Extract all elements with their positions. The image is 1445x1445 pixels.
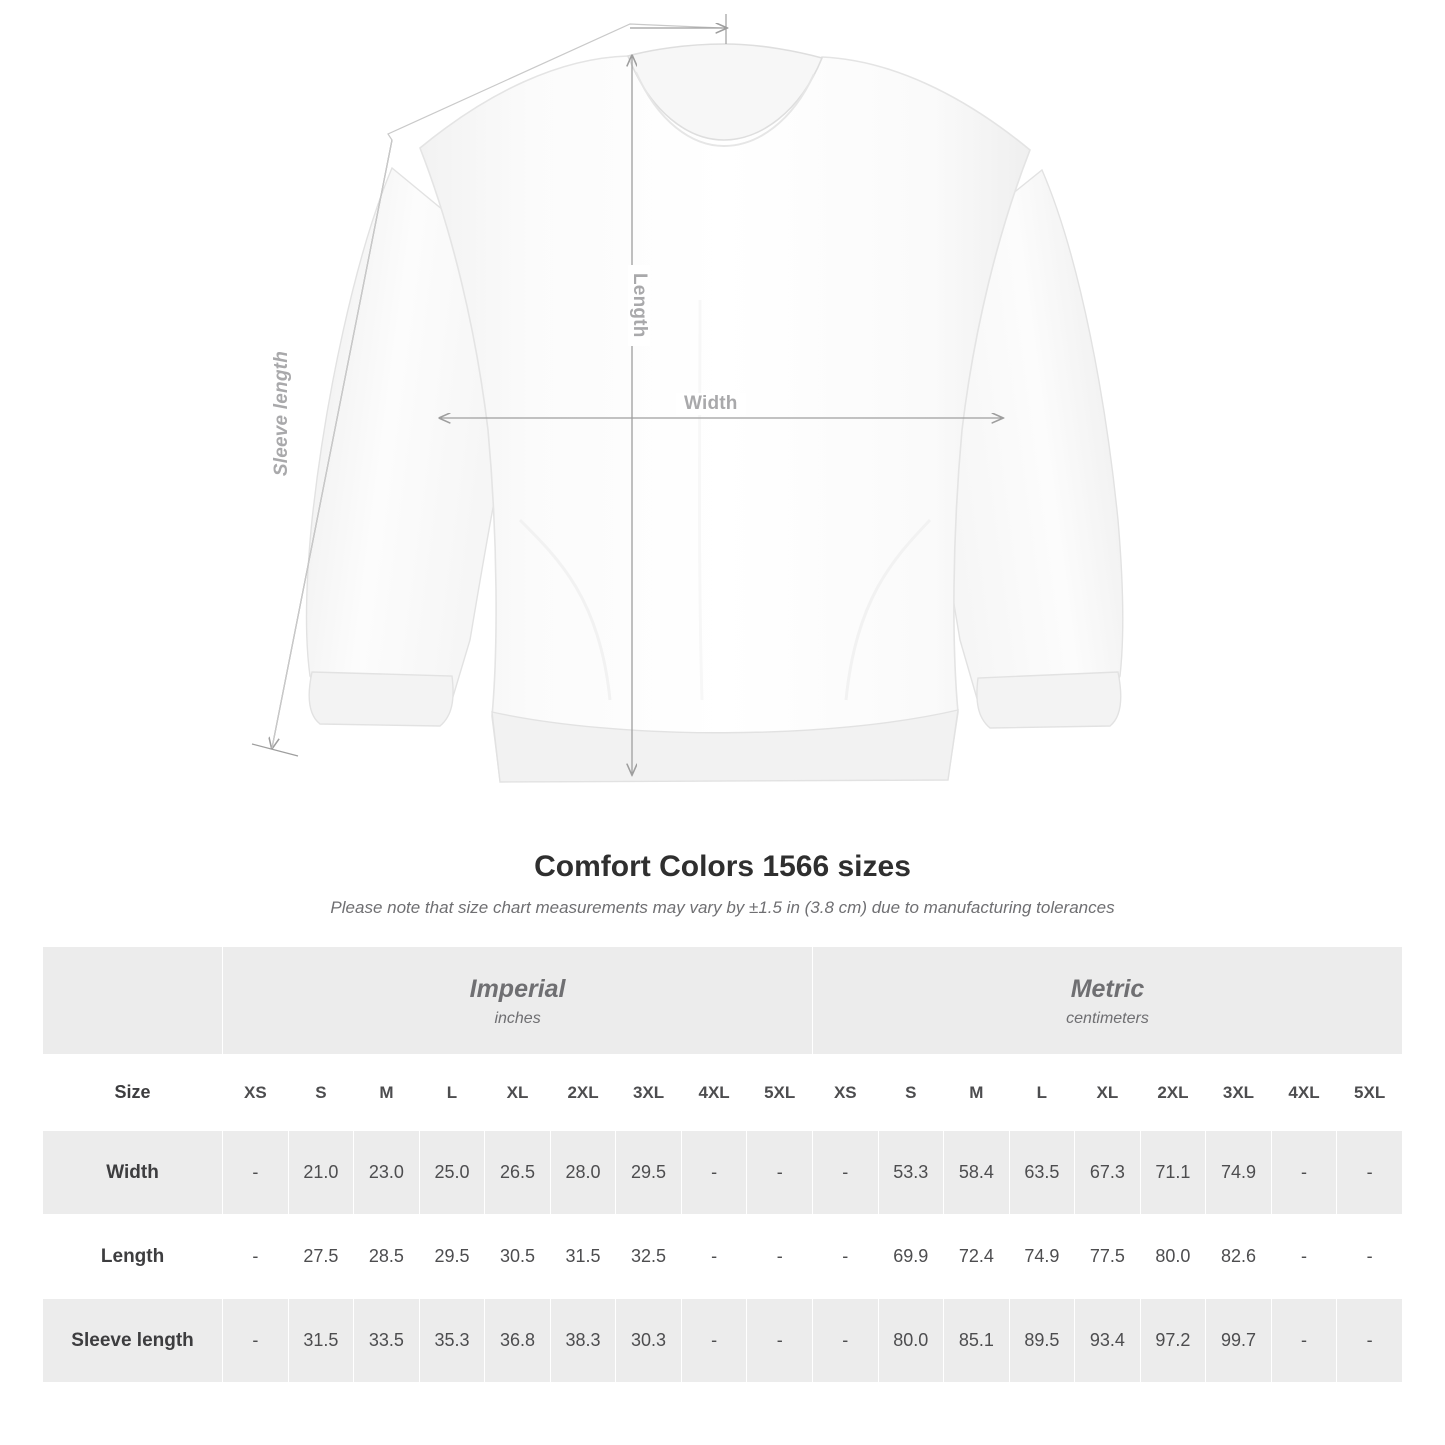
size-header-s-metric: S [878, 1055, 944, 1131]
length-dimension-label: Length [628, 265, 650, 346]
cell-sleeve-xl-in: 36.8 [485, 1299, 551, 1383]
unit-header-metric [813, 947, 1403, 1055]
unit-header-row [43, 947, 1403, 1055]
cell-width-3xl-cm: 74.9 [1206, 1131, 1272, 1215]
size-header-xs-imperial: XS [223, 1055, 289, 1131]
cell-length-xl-in: 30.5 [485, 1215, 551, 1299]
title-block [0, 850, 1445, 918]
size-column-header: Size [43, 1055, 223, 1131]
cell-width-s-cm: 53.3 [878, 1131, 944, 1215]
size-header-5xl-imperial: 5XL [747, 1055, 813, 1131]
size-header-4xl-imperial: 4XL [681, 1055, 747, 1131]
size-header-5xl-metric: 5XL [1337, 1055, 1403, 1131]
size-header-xl-metric: XL [1075, 1055, 1141, 1131]
cell-width-3xl-in: 29.5 [616, 1131, 682, 1215]
cell-length-2xl-in: 31.5 [550, 1215, 616, 1299]
size-header-xs-metric: XS [813, 1055, 879, 1131]
cell-width-4xl-cm: - [1271, 1131, 1337, 1215]
cell-sleeve-3xl-cm: 99.7 [1206, 1299, 1272, 1383]
cell-sleeve-5xl-cm: - [1337, 1299, 1403, 1383]
size-header-m-imperial: M [354, 1055, 420, 1131]
row-label-sleeve-length: Sleeve length [43, 1299, 223, 1383]
cell-sleeve-5xl-in: - [747, 1299, 813, 1383]
cell-length-3xl-cm: 82.6 [1206, 1215, 1272, 1299]
cell-length-xs-cm: - [813, 1215, 879, 1299]
size-table-wrapper [42, 946, 1403, 1383]
cell-sleeve-xl-cm: 93.4 [1075, 1299, 1141, 1383]
size-header-2xl-metric: 2XL [1140, 1055, 1206, 1131]
cell-width-m-cm: 58.4 [944, 1131, 1010, 1215]
unit-header-spacer [43, 947, 223, 1055]
cell-sleeve-2xl-in: 38.3 [550, 1299, 616, 1383]
cell-width-5xl-cm: - [1337, 1131, 1403, 1215]
cell-width-5xl-in: - [747, 1131, 813, 1215]
cell-sleeve-2xl-cm: 97.2 [1140, 1299, 1206, 1383]
cell-width-xl-in: 26.5 [485, 1131, 551, 1215]
imperial-unit-label: inches [494, 1009, 541, 1027]
cell-width-m-in: 23.0 [354, 1131, 420, 1215]
cell-sleeve-l-cm: 89.5 [1009, 1299, 1075, 1383]
size-table [42, 946, 1403, 1383]
size-header-s-imperial: S [288, 1055, 354, 1131]
cell-sleeve-4xl-in: - [681, 1299, 747, 1383]
size-header-3xl-metric: 3XL [1206, 1055, 1272, 1131]
size-header-xl-imperial: XL [485, 1055, 551, 1131]
metric-system-label: Metric [1070, 974, 1145, 1003]
cell-length-3xl-in: 32.5 [616, 1215, 682, 1299]
cell-width-xl-cm: 67.3 [1075, 1131, 1141, 1215]
cell-length-4xl-in: - [681, 1215, 747, 1299]
cell-width-l-in: 25.0 [419, 1131, 485, 1215]
cell-sleeve-m-in: 33.5 [354, 1299, 420, 1383]
width-dimension-label: Width [676, 393, 746, 415]
cell-sleeve-s-cm: 80.0 [878, 1299, 944, 1383]
size-header-l-metric: L [1009, 1055, 1075, 1131]
size-header-l-imperial: L [419, 1055, 485, 1131]
table-row [43, 1131, 1403, 1215]
cell-length-5xl-cm: - [1337, 1215, 1403, 1299]
cell-sleeve-3xl-in: 30.3 [616, 1299, 682, 1383]
cell-width-4xl-in: - [681, 1131, 747, 1215]
cell-length-s-cm: 69.9 [878, 1215, 944, 1299]
cell-sleeve-l-in: 35.3 [419, 1299, 485, 1383]
cell-sleeve-xs-in: - [223, 1299, 289, 1383]
page-title: Comfort Colors 1566 sizes [534, 850, 911, 883]
cell-length-l-cm: 74.9 [1009, 1215, 1075, 1299]
cell-length-xl-cm: 77.5 [1075, 1215, 1141, 1299]
cell-sleeve-xs-cm: - [813, 1299, 879, 1383]
cell-width-xs-in: - [223, 1131, 289, 1215]
cell-length-m-in: 28.5 [354, 1215, 420, 1299]
cell-length-xs-in: - [223, 1215, 289, 1299]
unit-header-imperial [223, 947, 813, 1055]
cell-sleeve-s-in: 31.5 [288, 1299, 354, 1383]
cell-sleeve-m-cm: 85.1 [944, 1299, 1010, 1383]
table-row [43, 1299, 1403, 1383]
size-header-2xl-imperial: 2XL [550, 1055, 616, 1131]
tolerance-note: Please note that size chart measurements may vary by ±1.5 in (3.8 cm) due to manufacturing tolerances [330, 898, 1115, 917]
sleeve-length-dimension-label: Sleeve length [271, 345, 293, 482]
metric-unit-label: centimeters [1066, 1009, 1149, 1027]
cell-length-5xl-in: - [747, 1215, 813, 1299]
cell-length-4xl-cm: - [1271, 1215, 1337, 1299]
imperial-system-label: Imperial [469, 974, 566, 1003]
cell-length-m-cm: 72.4 [944, 1215, 1010, 1299]
size-header-m-metric: M [944, 1055, 1010, 1131]
cell-width-xs-cm: - [813, 1131, 879, 1215]
cell-sleeve-4xl-cm: - [1271, 1299, 1337, 1383]
cell-length-l-in: 29.5 [419, 1215, 485, 1299]
cell-width-l-cm: 63.5 [1009, 1131, 1075, 1215]
size-header-3xl-imperial: 3XL [616, 1055, 682, 1131]
cell-width-2xl-cm: 71.1 [1140, 1131, 1206, 1215]
cell-width-s-in: 21.0 [288, 1131, 354, 1215]
table-row [43, 1215, 1403, 1299]
size-header-row [43, 1055, 1403, 1131]
cell-width-2xl-in: 28.0 [550, 1131, 616, 1215]
row-label-length: Length [43, 1215, 223, 1299]
size-header-4xl-metric: 4XL [1271, 1055, 1337, 1131]
cell-length-2xl-cm: 80.0 [1140, 1215, 1206, 1299]
cell-length-s-in: 27.5 [288, 1215, 354, 1299]
row-label-width: Width [43, 1131, 223, 1215]
